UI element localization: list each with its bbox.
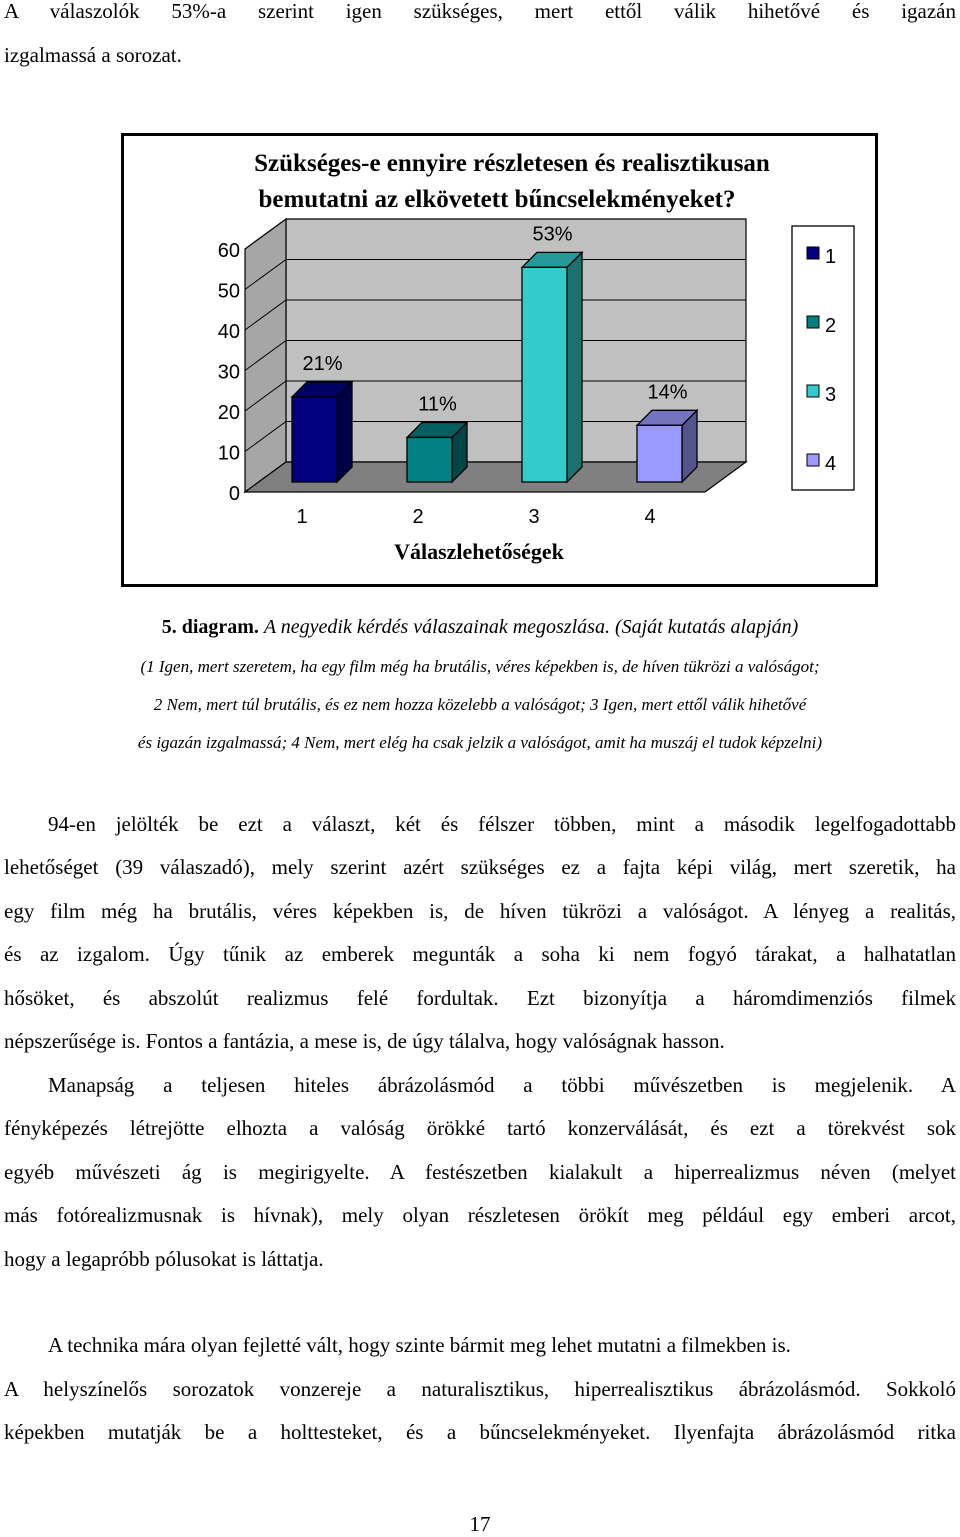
- body-line-7: Manapság a teljesen hiteles ábrázolásmód a többi művészetben is megjelenik. A: [48, 1073, 956, 1097]
- legend-label: 3: [825, 384, 837, 406]
- data-label: 21%: [302, 352, 343, 375]
- x-tick-label: 1: [296, 506, 308, 528]
- body-line-6: népszerűsége is. Fontos a fantázia, a mese is, de úgy tálalva, hogy valóságnak hasson.: [4, 1029, 725, 1053]
- caption-note-3: és igazán izgalmassá; 4 Nem, mert elég ha csak jelzik a valóságot, amit ha muszáj el tudok képzelni): [137, 733, 823, 752]
- y-tick-label: 10: [217, 442, 240, 465]
- legend-label: 2: [825, 315, 837, 337]
- body-line-5: hősöket, és abszolút realizmus felé fordultak. Ezt bizonyítja a háromdimenziós filmek: [4, 986, 956, 1010]
- legend-swatch: [807, 454, 819, 466]
- body-line-2: lehetőséget (39 válaszadó), mely szerint azért szükséges ez a fajta képi világ, mert szeretik, ha: [4, 855, 956, 879]
- bar-side: [567, 252, 582, 482]
- bar-1: [292, 397, 337, 482]
- y-tick-label: 30: [217, 361, 240, 384]
- y-tick-label: 60: [217, 240, 240, 262]
- chart-title-line-1: Szükséges-e ennyire részletesen és realisztikusan: [254, 150, 770, 177]
- caption-note-1: (1 Igen, mert szeretem, ha egy film még ha brutális, véres képekben is, de híven tükrözi a valóságot;: [140, 657, 820, 676]
- bar-2: [407, 437, 452, 482]
- y-tick-label: 0: [228, 483, 240, 505]
- intro-line-1: A válaszolók 53%-a szerint igen szükséges, mert ettől válik hihetővé és igazán: [4, 0, 956, 23]
- legend-label: 4: [825, 453, 837, 475]
- intro-line-2: izgalmassá a sorozat.: [4, 43, 182, 67]
- legend-swatch: [807, 316, 819, 328]
- chart-title-line-2: bemutatni az elkövetett bűncselekményeket?: [258, 186, 736, 213]
- body-line-12: A technika mára olyan fejletté vált, hogy szinte bármit meg lehet mutatni a filmekben is.: [48, 1333, 791, 1357]
- figure-caption: [0, 614, 960, 640]
- legend-swatch: [807, 247, 819, 259]
- body-line-4: és az izgalom. Úgy tűnik az emberek megunták a soha ki nem fogyó tárakat, a halhatatlan: [4, 942, 956, 966]
- page-number: 17: [469, 1512, 491, 1536]
- bar-chart: [124, 136, 875, 584]
- body-line-14: képekben mutatják be a holttesteket, és a bűncselekményeket. Ilyenfajta ábrázolásmód ritka: [4, 1420, 956, 1444]
- body-line-13: A helyszínelős sorozatok vonzereje a naturalisztikus, hiperrealisztikus ábrázolásmód. Sokkoló: [4, 1377, 956, 1401]
- y-tick-label: 20: [217, 402, 240, 424]
- body-line-9: egyéb művészeti ág is megirigyelte. A festészetben kialakult a hiperrealizmus néven (melyet: [4, 1160, 956, 1184]
- x-axis-label: Válaszlehetőségek: [394, 539, 564, 564]
- x-tick-label: 3: [528, 506, 540, 528]
- x-tick-label: 4: [644, 506, 656, 528]
- body-line-11: hogy a legapróbb pólusokat is láttatja.: [4, 1247, 324, 1271]
- legend-box: [792, 226, 854, 490]
- body-line-10: más fotórealizmusnak is hívnak), mely olyan részletesen örökít meg például egy emberi arcot,: [4, 1203, 956, 1227]
- bar-4: [637, 425, 682, 482]
- legend-label: 1: [825, 246, 837, 268]
- caption-number: 5. diagram.: [161, 616, 259, 638]
- caption-note-2: 2 Nem, mert túl brutális, és ez nem hozza közelebb a valóságot; 3 Igen, mert ettől válik hihetővé: [153, 695, 807, 714]
- bar-3: [522, 267, 567, 482]
- y-tick-label: 50: [217, 280, 240, 303]
- body-line-1: 94-en jelölték be ezt a választ, két és félszer többen, mint a második legelfogadottabb: [48, 812, 956, 836]
- body-line-8: fényképezés létrejötte elhozta a valóság örökké tartó konzerválását, és ezt a törekvést sok: [4, 1116, 956, 1140]
- caption-title: A negyedik kérdés válaszainak megoszlása.: [263, 616, 610, 638]
- body-line-3: egy film még ha brutális, véres képekben is, de híven tükrözi a valóságot. A lényeg a realitás,: [4, 899, 956, 923]
- caption-source: (Saját kutatás alapján): [614, 616, 799, 638]
- data-label: 53%: [532, 223, 573, 246]
- y-tick-label: 40: [217, 321, 240, 343]
- chart-frame: [121, 133, 878, 587]
- legend-swatch: [807, 385, 819, 397]
- bar-side: [337, 382, 352, 482]
- data-label: 14%: [647, 381, 688, 404]
- x-tick-label: 2: [412, 506, 424, 528]
- data-label: 11%: [418, 393, 457, 416]
